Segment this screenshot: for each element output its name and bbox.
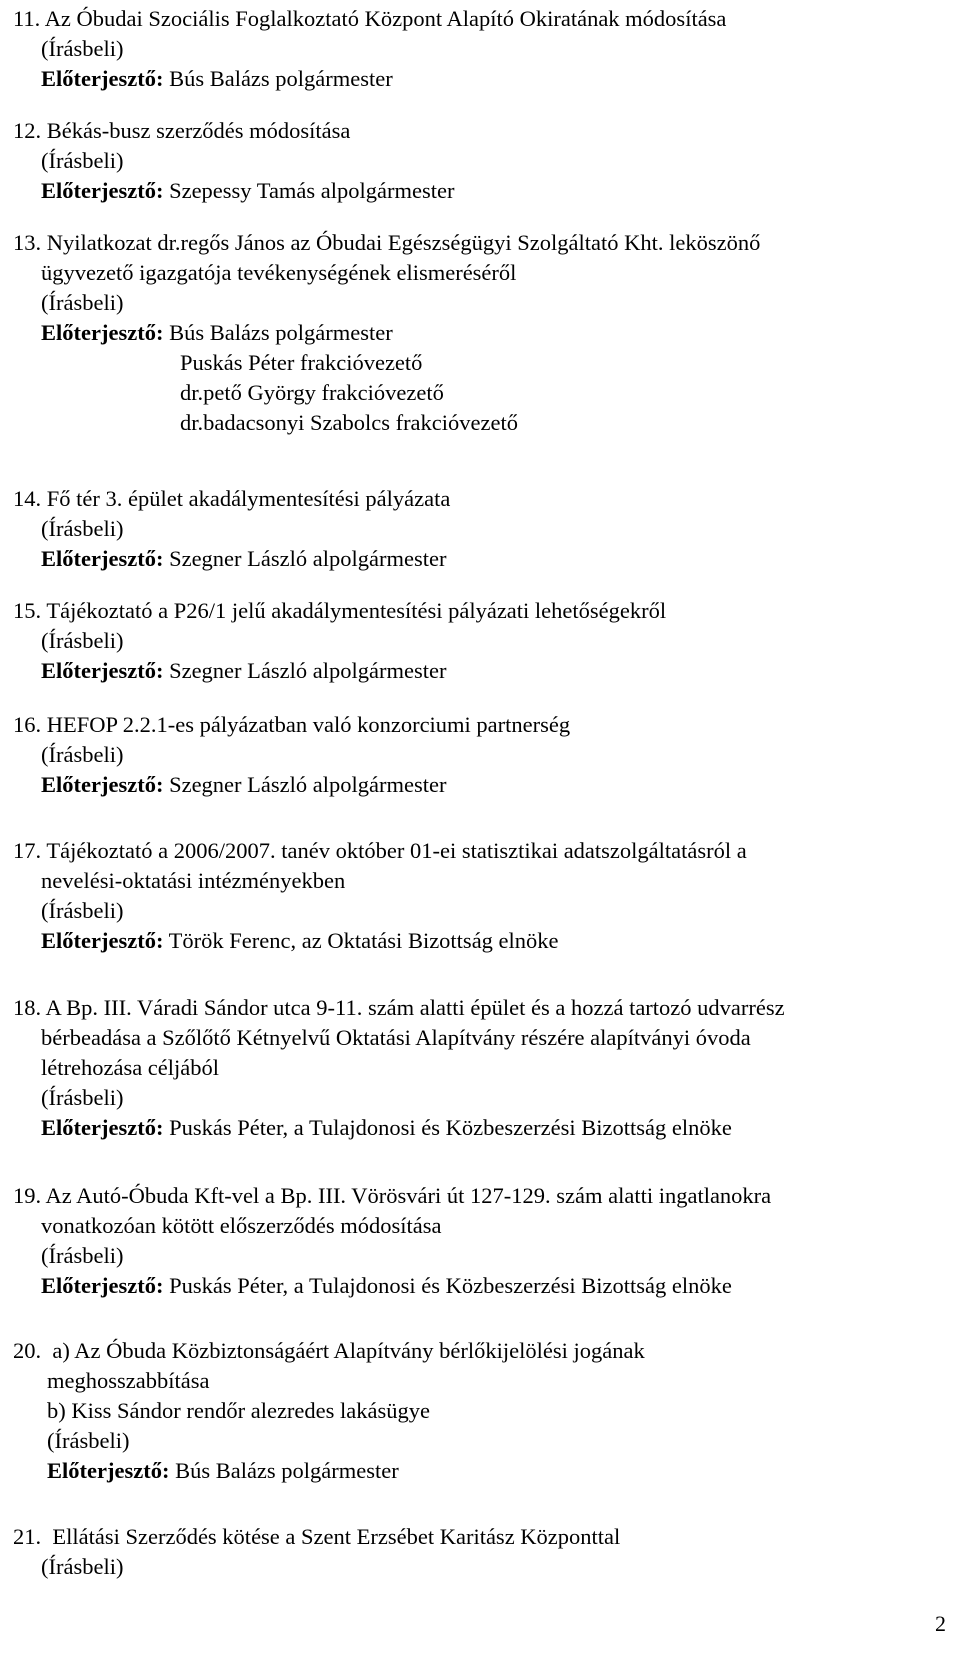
- item-number: 16.: [13, 712, 42, 737]
- agenda-item-title: [13, 1522, 943, 1552]
- presenter-name: Puskás Péter, a Tulajdonosi és Közbeszerzési Bizottság elnöke: [169, 1273, 732, 1298]
- agenda-item-title: [13, 836, 943, 866]
- agenda-item-12: [13, 116, 943, 206]
- extra-presenter: Puskás Péter frakcióvezető: [180, 350, 423, 375]
- agenda-item-18: [13, 993, 943, 1143]
- item-presenter: [13, 1271, 943, 1301]
- presenter-name: Bús Balázs polgármester: [175, 1458, 399, 1483]
- agenda-item-11: [13, 4, 943, 94]
- presenter-name: Török Ferenc, az Oktatási Bizottság elnöke: [168, 928, 559, 953]
- presenter-label: Előterjesztő:: [41, 928, 164, 953]
- item-number: 19.: [13, 1183, 42, 1208]
- item-title-line: vonatkozóan kötött előszerződés módosítása: [41, 1213, 442, 1238]
- item-presenter: [13, 544, 943, 574]
- item-number: 18.: [13, 995, 42, 1020]
- item-title-line: Az Autó-Óbuda Kft-vel a Bp. III. Vörösvári út 127-129. szám alatti ingatlanokra: [45, 1183, 772, 1208]
- presenter-name: Szegner László alpolgármester: [169, 772, 447, 797]
- presenter-label: Előterjesztő:: [41, 772, 164, 797]
- item-title-line: Nyilatkozat dr.regős János az Óbudai Egészségügyi Szolgáltató Kht. leköszönő: [46, 230, 761, 255]
- item-number: 15.: [13, 598, 42, 623]
- item-type: (Írásbeli): [41, 1554, 124, 1579]
- agenda-item-16: [13, 710, 943, 800]
- item-title-line: HEFOP 2.2.1-es pályázatban való konzorciumi partnerség: [46, 712, 571, 737]
- item-presenter: [13, 176, 943, 206]
- item-type: (Írásbeli): [41, 628, 124, 653]
- item-number: 14.: [13, 486, 42, 511]
- item-type: (Írásbeli): [41, 148, 124, 173]
- item-presenter: [13, 926, 943, 956]
- item-type: (Írásbeli): [41, 290, 124, 315]
- presenter-name: Szepessy Tamás alpolgármester: [169, 178, 455, 203]
- item-type: (Írásbeli): [41, 1085, 124, 1110]
- presenter-name: Szegner László alpolgármester: [169, 658, 447, 683]
- item-type: (Írásbeli): [41, 898, 124, 923]
- item-presenter: [13, 656, 943, 686]
- page-number: 2: [935, 1611, 946, 1636]
- item-number: 13.: [13, 230, 42, 255]
- item-title-line: bérbeadása a Szőlőtő Kétnyelvű Oktatási Alapítvány részére alapítványi óvoda: [41, 1025, 751, 1050]
- agenda-item-14: [13, 484, 943, 574]
- item-number: 20.: [13, 1338, 42, 1363]
- item-title-line: Ellátási Szerződés kötése a Szent Erzsébet Karitász Központtal: [52, 1524, 621, 1549]
- presenter-label: Előterjesztő:: [41, 320, 164, 345]
- presenter-name: Bús Balázs polgármester: [169, 66, 393, 91]
- item-presenter: [13, 1113, 943, 1143]
- agenda-item-21: [13, 1522, 943, 1582]
- item-title-line: a) Az Óbuda Közbiztonságáért Alapítvány bérlőkijelölési jogának: [52, 1338, 645, 1363]
- item-presenter: [13, 318, 943, 348]
- agenda-item-15: [13, 596, 943, 686]
- presenter-label: Előterjesztő:: [41, 66, 164, 91]
- presenter-label: Előterjesztő:: [41, 658, 164, 683]
- agenda-item-13: [13, 228, 943, 438]
- item-title-line: A Bp. III. Váradi Sándor utca 9-11. szám alatti épület és a hozzá tartozó udvarrész: [45, 995, 785, 1020]
- item-type: (Írásbeli): [41, 36, 124, 61]
- item-title-line: Tájékoztató a 2006/2007. tanév október 01-ei statisztikai adatszolgáltatásról a: [46, 838, 747, 863]
- agenda-item-title: [13, 1181, 943, 1211]
- item-number: 12.: [13, 118, 42, 143]
- agenda-item-17: [13, 836, 943, 956]
- item-type: (Írásbeli): [41, 742, 124, 767]
- item-title-line: meghosszabbítása: [47, 1368, 210, 1393]
- item-title-line: ügyvezető igazgatója tevékenységének elismeréséről: [41, 260, 517, 285]
- agenda-item-title: [13, 116, 943, 146]
- item-title-line: nevelési-oktatási intézményekben: [41, 868, 346, 893]
- presenter-name: Bús Balázs polgármester: [169, 320, 393, 345]
- extra-presenter: dr.pető György frakcióvezető: [180, 380, 444, 405]
- agenda-item-title: [13, 228, 943, 258]
- item-title-line: Tájékoztató a P26/1 jelű akadálymentesítési pályázati lehetőségekről: [46, 598, 667, 623]
- agenda-item-title: [13, 1336, 943, 1366]
- agenda-item-title: [13, 4, 943, 34]
- item-type: (Írásbeli): [41, 516, 124, 541]
- agenda-item-20: [13, 1336, 943, 1486]
- presenter-label: Előterjesztő:: [47, 1458, 170, 1483]
- item-number: 11.: [13, 6, 41, 31]
- item-title-line: létrehozása céljából: [41, 1055, 220, 1080]
- presenter-label: Előterjesztő:: [41, 178, 164, 203]
- presenter-label: Előterjesztő:: [41, 1273, 164, 1298]
- presenter-label: Előterjesztő:: [41, 1115, 164, 1140]
- item-number: 17.: [13, 838, 42, 863]
- agenda-item-title: [13, 484, 943, 514]
- agenda-item-title: [13, 596, 943, 626]
- agenda-item-19: [13, 1181, 943, 1301]
- presenter-name: Puskás Péter, a Tulajdonosi és Közbeszerzési Bizottság elnöke: [169, 1115, 732, 1140]
- item-title-line: Az Óbudai Szociális Foglalkoztató Központ Alapító Okiratának módosítása: [44, 6, 727, 31]
- item-type: (Írásbeli): [41, 1243, 124, 1268]
- item-presenter: [13, 1456, 943, 1486]
- item-title-line: Fő tér 3. épület akadálymentesítési pályázata: [46, 486, 451, 511]
- agenda-item-title: [13, 993, 943, 1023]
- extra-presenter: dr.badacsonyi Szabolcs frakcióvezető: [180, 410, 518, 435]
- item-title-line: b) Kiss Sándor rendőr alezredes lakásügye: [47, 1398, 430, 1423]
- presenter-name: Szegner László alpolgármester: [169, 546, 447, 571]
- presenter-label: Előterjesztő:: [41, 546, 164, 571]
- item-type: (Írásbeli): [47, 1428, 130, 1453]
- item-presenter: [13, 770, 943, 800]
- item-number: 21.: [13, 1524, 42, 1549]
- agenda-item-title: [13, 710, 943, 740]
- item-presenter: [13, 64, 943, 94]
- item-title-line: Békás-busz szerződés módosítása: [46, 118, 351, 143]
